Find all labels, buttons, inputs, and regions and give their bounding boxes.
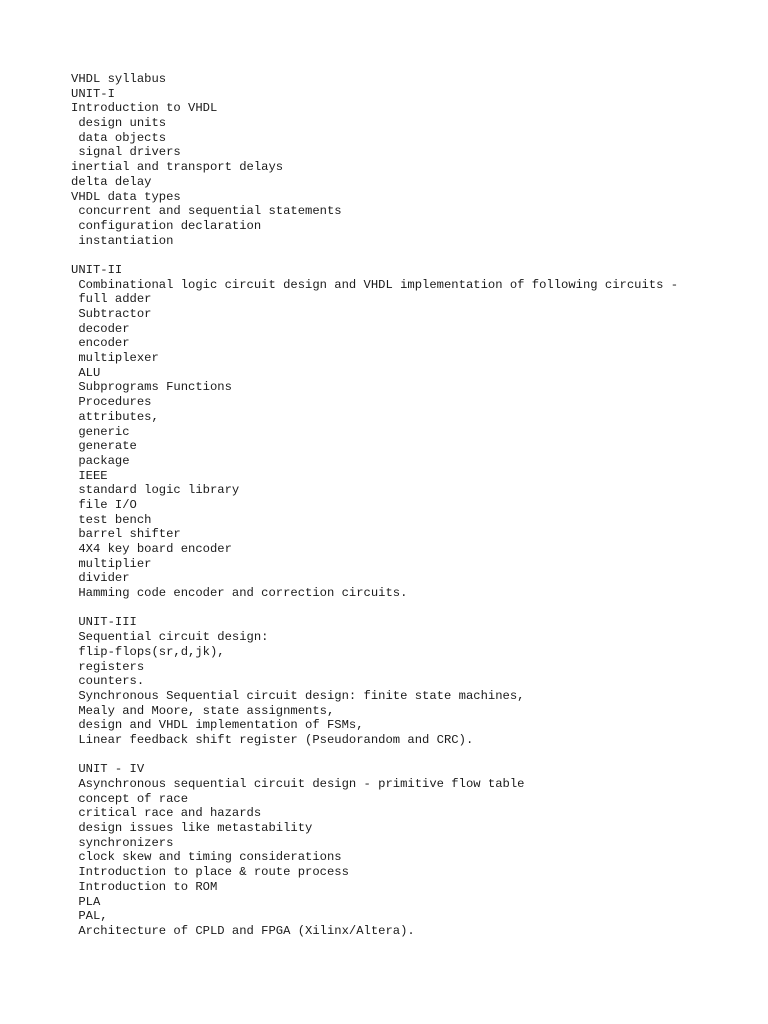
text-line: VHDL syllabus — [71, 72, 167, 86]
text-line: UNIT-III — [71, 615, 137, 630]
blank-line — [71, 601, 751, 616]
text-line: delta delay — [71, 174, 152, 189]
text-line: file I/O — [71, 497, 137, 512]
text-line: Sequential circuit design: — [71, 630, 269, 645]
text-line: Architecture of CPLD and FPGA (Xilinx/Altera). — [71, 923, 415, 938]
text-line: Asynchronous sequential circuit design - primitive flow table — [71, 777, 525, 791]
text-line: package — [71, 453, 130, 468]
text-line: Procedures — [71, 395, 152, 410]
text-line: divider — [71, 571, 130, 586]
text-line: design issues like metastability — [71, 821, 313, 836]
text-line: decoder — [71, 321, 130, 336]
text-line: UNIT - IV — [71, 762, 145, 777]
blank-line — [71, 248, 751, 263]
text-line: Hamming code encoder and correction circuits. — [71, 586, 408, 601]
text-line: counters. — [71, 674, 145, 689]
text-line: UNIT-II — [71, 262, 123, 277]
text-line: Subprograms Functions — [71, 380, 232, 395]
text-line: configuration declaration — [71, 218, 262, 233]
text-line: generate — [71, 439, 137, 454]
text-line: concurrent and sequential statements — [71, 204, 342, 219]
text-line: multiplier — [71, 556, 152, 571]
document-body — [71, 72, 751, 939]
text-line: design and VHDL implementation of FSMs, — [71, 718, 364, 733]
text-line: VHDL data types — [71, 189, 181, 204]
text-line: barrel shifter — [71, 527, 181, 542]
text-line: data objects — [71, 130, 167, 145]
text-line: Linear feedback shift register (Pseudorandom and CRC). — [71, 732, 474, 747]
text-line: Introduction to VHDL — [71, 101, 218, 116]
text-line: inertial and transport delays — [71, 160, 284, 175]
text-line: Synchronous Sequential circuit design: finite state machines, — [71, 688, 525, 703]
text-line: test bench — [71, 512, 152, 527]
text-line: Introduction to place & route process — [71, 865, 349, 880]
text-line: 4X4 key board encoder — [71, 542, 232, 556]
text-line: clock skew and timing considerations — [71, 850, 342, 865]
text-line: ALU — [71, 365, 101, 380]
blank-line — [71, 748, 751, 763]
text-line: concept of race — [71, 791, 189, 806]
text-line: encoder — [71, 336, 130, 351]
text-line: design units — [71, 116, 167, 131]
text-line: signal drivers — [71, 145, 181, 160]
text-line: standard logic library — [71, 483, 240, 498]
text-line: PAL, — [71, 909, 108, 924]
text-line: IEEE — [71, 468, 108, 483]
text-line: Combinational logic circuit design and VHDL implementation of following circuits - — [71, 277, 679, 292]
text-line: Subtractor — [71, 307, 152, 321]
text-line: multiplexer — [71, 351, 159, 366]
text-line: UNIT-I — [71, 86, 115, 101]
text-line: registers — [71, 659, 145, 674]
text-line: flip-flops(sr,d,jk), — [71, 644, 225, 659]
text-line: attributes, — [71, 409, 159, 424]
text-line: Introduction to ROM — [71, 879, 218, 894]
text-line: synchronizers — [71, 835, 174, 850]
text-line: generic — [71, 424, 130, 439]
text-line: critical race and hazards — [71, 806, 262, 821]
text-line: PLA — [71, 894, 101, 909]
text-line: instantiation — [71, 233, 174, 248]
text-line: full adder — [71, 292, 152, 307]
text-line: Mealy and Moore, state assignments, — [71, 703, 335, 718]
